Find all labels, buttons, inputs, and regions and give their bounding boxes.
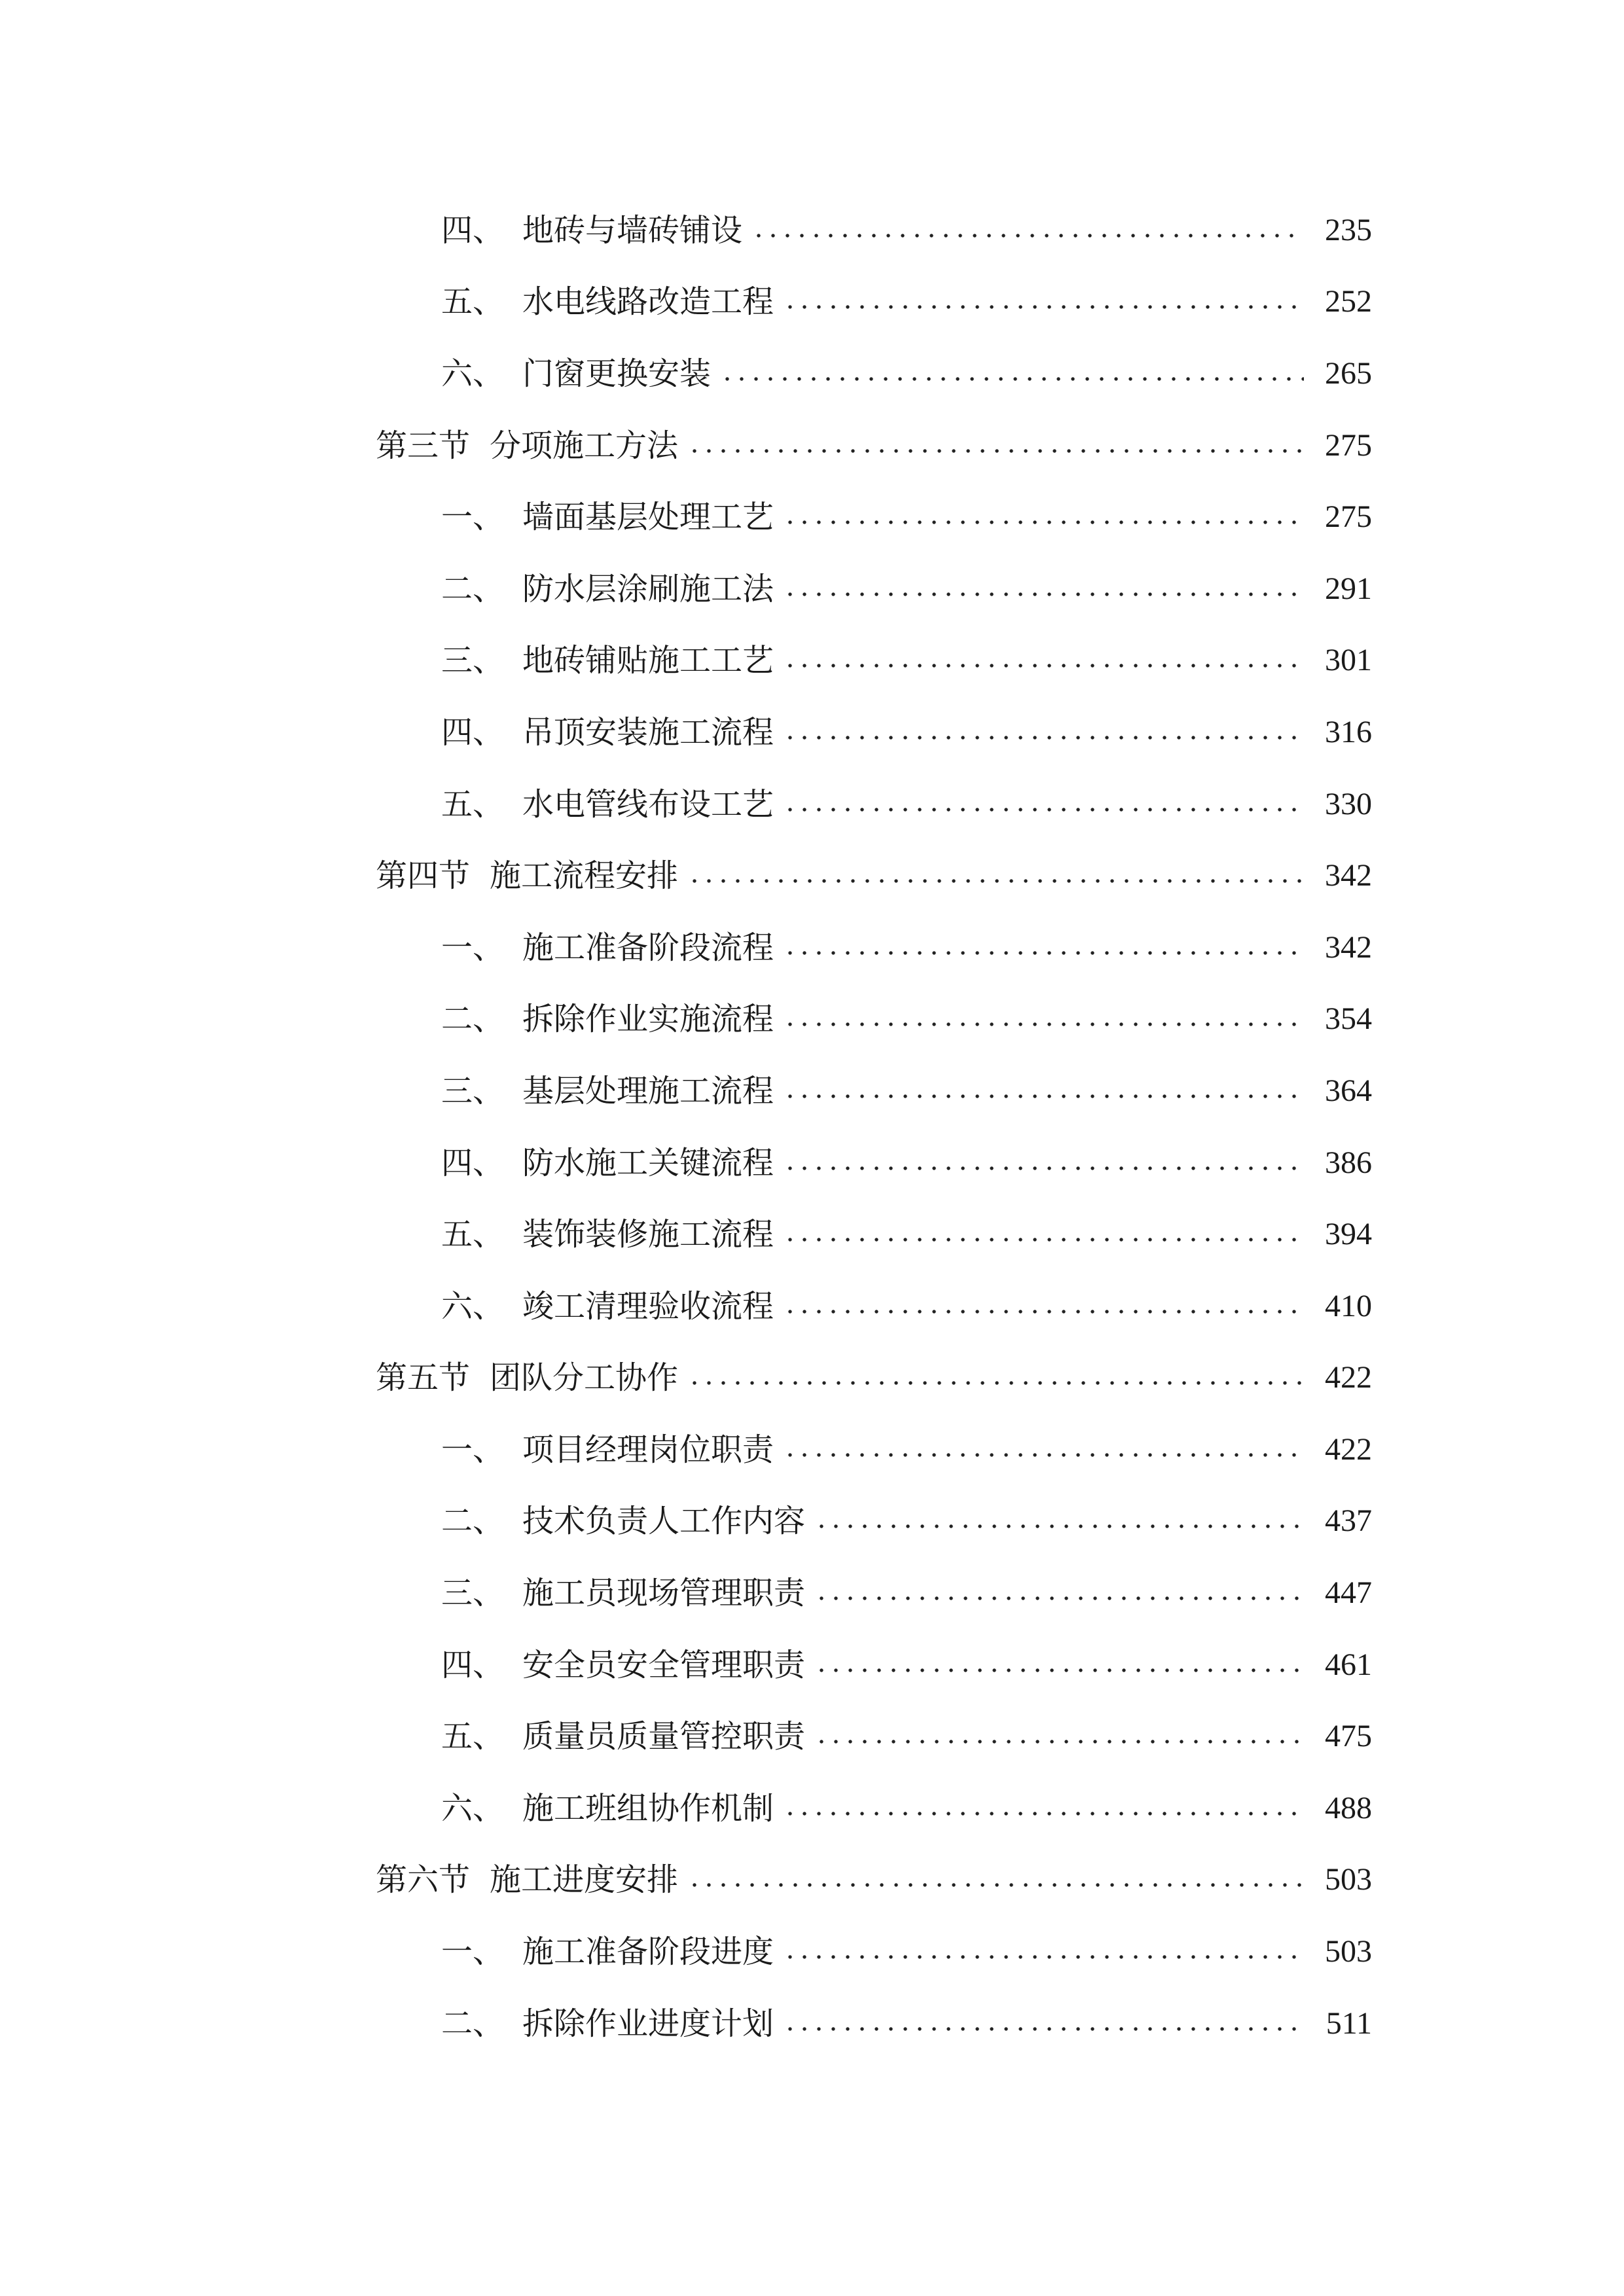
toc-entry[interactable] xyxy=(376,1486,1372,1558)
toc-entry-number: 第三节 xyxy=(376,427,471,464)
toc-entry-title: 施工员现场管理职责 xyxy=(522,1575,806,1612)
dot-leader xyxy=(687,879,1304,883)
dot-leader xyxy=(751,234,1304,238)
toc-entry[interactable] xyxy=(376,1127,1372,1199)
toc-entry[interactable] xyxy=(376,553,1372,625)
toc-entry-page-number: 342 xyxy=(1325,858,1372,893)
toc-entry[interactable] xyxy=(376,1198,1372,1270)
toc-entry[interactable] xyxy=(376,1700,1372,1772)
dot-leader xyxy=(783,1955,1304,1959)
toc-entry-number: 一、 xyxy=(441,1933,505,1971)
toc-entry-page-number: 252 xyxy=(1325,284,1372,319)
toc-entry-title: 基层处理施工流程 xyxy=(522,1072,774,1109)
dot-leader xyxy=(814,1740,1304,1744)
toc-entry[interactable] xyxy=(376,1772,1372,1844)
toc-entry-page-number: 364 xyxy=(1325,1073,1372,1108)
toc-entry-title: 水电线路改造工程 xyxy=(522,283,774,321)
dot-leader xyxy=(783,2027,1304,2031)
toc-entry[interactable] xyxy=(376,266,1372,338)
toc-entry-page-number: 265 xyxy=(1325,355,1372,391)
toc-entry-title: 施工准备阶段进度 xyxy=(522,1933,774,1971)
toc-entry-number: 三、 xyxy=(441,1575,505,1612)
toc-entry-number: 二、 xyxy=(441,1503,505,1540)
dot-leader xyxy=(720,377,1304,381)
toc-entry-number: 六、 xyxy=(441,1789,505,1827)
toc-entry-page-number: 291 xyxy=(1325,571,1372,606)
toc-entry[interactable] xyxy=(376,481,1372,553)
table-of-contents xyxy=(376,194,1372,2059)
toc-entry[interactable] xyxy=(376,984,1372,1056)
toc-entry[interactable] xyxy=(376,338,1372,410)
toc-entry-title: 项目经理岗位职责 xyxy=(522,1431,774,1468)
toc-entry-page-number: 422 xyxy=(1325,1431,1372,1467)
toc-entry-page-number: 394 xyxy=(1325,1217,1372,1252)
toc-entry-page-number: 330 xyxy=(1325,786,1372,821)
toc-entry-title: 施工流程安排 xyxy=(490,857,679,895)
toc-entry-page-number: 511 xyxy=(1326,2005,1372,2041)
toc-entry-number: 四、 xyxy=(441,713,505,751)
toc-entry-page-number: 301 xyxy=(1325,643,1372,678)
toc-entry-number: 六、 xyxy=(441,1287,505,1325)
toc-entry-number: 五、 xyxy=(441,785,505,823)
toc-entry-number: 二、 xyxy=(441,570,505,607)
toc-entry-title: 装饰装修施工流程 xyxy=(522,1216,774,1253)
toc-entry-page-number: 461 xyxy=(1325,1647,1372,1682)
toc-entry-title: 门窗更换安装 xyxy=(522,355,712,392)
dot-leader xyxy=(687,449,1304,453)
toc-entry-page-number: 437 xyxy=(1325,1503,1372,1539)
toc-entry-number: 一、 xyxy=(441,499,505,536)
toc-entry-number: 第六节 xyxy=(376,1861,471,1899)
toc-entry-number: 一、 xyxy=(441,1431,505,1468)
toc-entry-title: 施工进度安排 xyxy=(490,1861,679,1899)
dot-leader xyxy=(783,520,1304,524)
toc-entry-number: 五、 xyxy=(441,283,505,321)
toc-section-entry[interactable] xyxy=(376,1844,1372,1916)
toc-entry[interactable] xyxy=(376,1629,1372,1701)
toc-entry[interactable] xyxy=(376,1055,1372,1127)
toc-entry[interactable] xyxy=(376,625,1372,697)
toc-entry[interactable] xyxy=(376,1414,1372,1486)
toc-entry-page-number: 503 xyxy=(1325,1934,1372,1969)
dot-leader xyxy=(783,736,1304,740)
toc-entry-number: 第四节 xyxy=(376,857,471,895)
toc-entry-title: 防水施工关键流程 xyxy=(522,1144,774,1181)
dot-leader xyxy=(687,1381,1304,1385)
toc-entry-number: 一、 xyxy=(441,929,505,966)
toc-entry-title: 施工班组协作机制 xyxy=(522,1789,774,1827)
dot-leader xyxy=(814,1596,1304,1600)
toc-entry-title: 水电管线布设工艺 xyxy=(522,785,774,823)
dot-leader xyxy=(783,1094,1304,1098)
toc-entry-number: 四、 xyxy=(441,1646,505,1683)
toc-entry-page-number: 488 xyxy=(1325,1790,1372,1825)
toc-entry-page-number: 386 xyxy=(1325,1145,1372,1180)
toc-entry-number: 五、 xyxy=(441,1718,505,1755)
toc-entry-page-number: 316 xyxy=(1325,714,1372,749)
toc-entry-page-number: 235 xyxy=(1325,212,1372,247)
toc-entry-page-number: 475 xyxy=(1325,1719,1372,1754)
toc-entry[interactable] xyxy=(376,1916,1372,1988)
toc-entry-page-number: 275 xyxy=(1325,499,1372,535)
dot-leader xyxy=(783,305,1304,309)
toc-entry-page-number: 410 xyxy=(1325,1288,1372,1323)
toc-entry-page-number: 422 xyxy=(1325,1360,1372,1395)
toc-entry-number: 二、 xyxy=(441,2005,505,2042)
toc-section-entry[interactable] xyxy=(376,840,1372,912)
toc-entry-title: 吊顶安装施工流程 xyxy=(522,713,774,751)
toc-entry[interactable] xyxy=(376,1988,1372,2060)
toc-entry[interactable] xyxy=(376,912,1372,984)
dot-leader xyxy=(783,808,1304,812)
dot-leader xyxy=(783,1022,1304,1026)
dot-leader xyxy=(783,1453,1304,1457)
dot-leader xyxy=(783,1812,1304,1816)
toc-entry-title: 团队分工协作 xyxy=(490,1359,679,1397)
toc-entry-title: 质量员质量管控职责 xyxy=(522,1718,806,1755)
dot-leader xyxy=(783,592,1304,596)
toc-entry[interactable] xyxy=(376,1557,1372,1629)
toc-entry[interactable] xyxy=(376,194,1372,266)
dot-leader xyxy=(783,951,1304,955)
toc-section-entry[interactable] xyxy=(376,1342,1372,1414)
toc-entry[interactable] xyxy=(376,696,1372,768)
dot-leader xyxy=(783,1166,1304,1170)
toc-entry-number: 第五节 xyxy=(376,1359,471,1397)
toc-entry-title: 墙面基层处理工艺 xyxy=(522,499,774,536)
toc-entry-number: 四、 xyxy=(441,211,505,249)
toc-entry-title: 地砖与墙砖铺设 xyxy=(522,211,743,249)
toc-entry-title: 安全员安全管理职责 xyxy=(522,1646,806,1683)
toc-entry-number: 五、 xyxy=(441,1216,505,1253)
toc-entry-number: 二、 xyxy=(441,1001,505,1038)
toc-entry-title: 拆除作业进度计划 xyxy=(522,2005,774,2042)
toc-entry-title: 防水层涂刷施工法 xyxy=(522,570,774,607)
dot-leader xyxy=(783,664,1304,668)
toc-entry-page-number: 275 xyxy=(1325,427,1372,463)
toc-entry-number: 三、 xyxy=(441,1072,505,1109)
toc-entry-title: 分项施工方法 xyxy=(490,427,679,464)
dot-leader xyxy=(783,1310,1304,1314)
dot-leader xyxy=(814,1524,1304,1528)
toc-entry-page-number: 354 xyxy=(1325,1001,1372,1037)
toc-entry[interactable] xyxy=(376,1270,1372,1342)
toc-entry-title: 施工准备阶段流程 xyxy=(522,929,774,966)
toc-entry-number: 四、 xyxy=(441,1144,505,1181)
toc-entry-page-number: 503 xyxy=(1325,1862,1372,1897)
toc-entry-number: 三、 xyxy=(441,642,505,679)
toc-entry-title: 技术负责人工作内容 xyxy=(522,1503,806,1540)
toc-entry-title: 拆除作业实施流程 xyxy=(522,1001,774,1038)
toc-entry-title: 地砖铺贴施工工艺 xyxy=(522,642,774,679)
dot-leader xyxy=(783,1238,1304,1242)
toc-section-entry[interactable] xyxy=(376,410,1372,482)
toc-entry-title: 竣工清理验收流程 xyxy=(522,1287,774,1325)
toc-entry-page-number: 447 xyxy=(1325,1575,1372,1611)
dot-leader xyxy=(814,1668,1304,1672)
toc-entry-number: 六、 xyxy=(441,355,505,392)
toc-entry-page-number: 342 xyxy=(1325,929,1372,965)
dot-leader xyxy=(687,1883,1304,1887)
toc-entry[interactable] xyxy=(376,768,1372,840)
